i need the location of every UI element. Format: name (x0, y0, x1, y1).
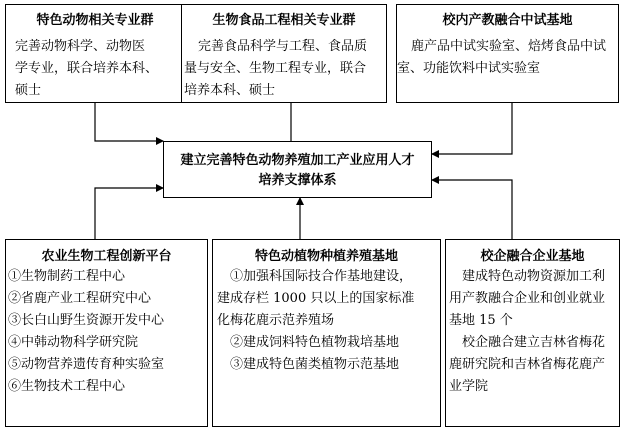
list-item: ①加强科国际技合作基地建设， (230, 269, 413, 284)
text-line: 建立完善特色动物养殖加工产业应用人才 (180, 153, 415, 168)
text-line: 鹿产品中试实验室、焙烤食品中试 (411, 39, 607, 54)
center-box-talent-system (163, 141, 432, 198)
text-line: 培养本科、硕士 (184, 83, 276, 98)
list-item: ⑥生物技术工程中心 (8, 379, 126, 394)
text-line: 鹿研究院和吉林省梅花鹿产 (449, 357, 606, 372)
top-box-title: 校内产教融合中试基地 (442, 13, 573, 28)
text-line: 完善动物科学、动物医 (15, 39, 146, 54)
text-line: 室、功能饮料中试实验室 (397, 61, 541, 76)
text-line: 硕士 (15, 83, 42, 98)
arrow-top-left (95, 103, 163, 141)
center-box-text (164, 151, 431, 191)
bottom-box-innovation-platform (5, 239, 208, 427)
text-line: 学专业，联合培养本科、 (15, 61, 159, 76)
text-line: 量与安全、生物工程专业，联合 (184, 61, 367, 76)
top-box-food-engineering-majors (181, 4, 387, 103)
bottom-box-breeding-base (212, 239, 441, 427)
list-item: ④中韩动物科学研究院 (8, 335, 139, 350)
bottom-box-text (446, 266, 619, 398)
list-item: ③建成特色菌类植物示范基地 (230, 357, 400, 372)
bottom-box-title: 特色动植物种植养殖基地 (254, 249, 398, 264)
text-line: 用产教融合企业和创业就业 (449, 291, 606, 306)
arrow-bottom-right (432, 180, 512, 239)
top-box-text (397, 30, 618, 80)
top-box-title: 生物食品工程相关专业群 (212, 13, 356, 28)
arrow-bottom-left (95, 188, 163, 239)
bottom-box-title: 农业生物工程创新平台 (41, 249, 172, 264)
text-line: 完善食品科学与工程、食品质 (198, 39, 368, 54)
text-line: 业学院 (449, 379, 489, 394)
top-box-text (6, 30, 184, 102)
top-box-text (182, 30, 386, 102)
list-item: ③长白山野生资源开发中心 (8, 313, 165, 328)
text-line: 化梅花鹿示范养殖场 (217, 313, 335, 328)
text-line: 建成特色动物资源加工利 (462, 269, 606, 284)
arrow-top-right (432, 103, 512, 154)
top-box-title: 特色动物相关专业群 (36, 13, 154, 28)
top-box-animal-majors (5, 4, 185, 103)
text-line: 校企融合建立吉林省梅花 (462, 335, 606, 350)
bottom-box-enterprise-base (445, 239, 620, 427)
bottom-box-title: 校企融合企业基地 (480, 249, 585, 264)
bottom-box-text (6, 266, 207, 398)
list-item: ②建成饲料特色植物栽培基地 (230, 335, 400, 350)
text-line: 建成存栏 1000 只以上的国家标准 (217, 291, 415, 306)
text-line: 基地 15 个 (449, 313, 513, 328)
text-line: 培养支撑体系 (258, 173, 337, 188)
list-item: ⑤动物营养遗传育种实验室 (8, 357, 165, 372)
top-box-pilot-base (396, 4, 619, 103)
list-item: ①生物制药工程中心 (8, 269, 126, 284)
bottom-box-text (213, 266, 440, 376)
list-item: ②省鹿产业工程研究中心 (8, 291, 152, 306)
